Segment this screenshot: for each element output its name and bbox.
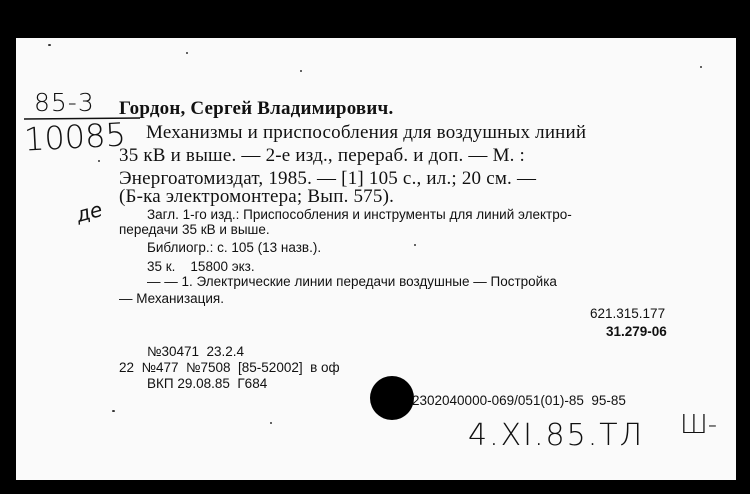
subject-line-2: — Механизация. <box>119 291 224 306</box>
copies: 35 к. 15800 экз. <box>147 259 255 274</box>
bbk-code: 31.279-06 <box>606 324 667 339</box>
bibliography: Библиогр.: с. 105 (13 назв.). <box>147 240 322 255</box>
title-line-2: 35 кВ и выше. — 2-е изд., перераб. и доп. — М. : <box>119 145 526 166</box>
scan-speck <box>414 244 416 246</box>
scan-edge <box>736 400 750 494</box>
title-line-1: Механизмы и приспособления для воздушных линий <box>146 122 587 143</box>
title-line-3: Энергоатомиздат, 1985. — [1] 105 с., ил.; 20 см. — <box>119 168 537 189</box>
scan-speck <box>700 66 702 68</box>
footer-line-3: ВКП 29.08.85 Г684 <box>147 376 268 391</box>
footer-code: 2302040000-069/051(01)-85 95-85 <box>412 393 626 408</box>
shelf-mark-bottom: 10085 <box>23 115 127 159</box>
shelf-mark-top: 85-3 <box>34 88 95 117</box>
footer-line-2: 22 №477 №7508 [85-52002] в оф <box>119 360 340 375</box>
scan-speck <box>98 160 100 162</box>
margin-note: де <box>73 197 105 227</box>
note-line-2: передачи 35 кВ и выше. <box>119 222 270 237</box>
subject-line-1: — — 1. Электрические линии передачи воздушные — Постройка <box>147 274 557 289</box>
scan-speck <box>186 52 188 54</box>
author-name: Гордон, Сергей Владимирович. <box>119 98 394 119</box>
date-note: 4.XI.85.ТЛ <box>468 418 645 453</box>
footer-line-1: №30471 23.2.4 <box>147 344 245 359</box>
udc-code: 621.315.177 <box>590 306 666 321</box>
ink-stamp-mark <box>370 376 414 420</box>
scan-speck <box>300 70 302 72</box>
note-line-1: Загл. 1-го изд.: Приспособления и инструменты для линий электро- <box>147 207 572 222</box>
scan-speck <box>48 44 51 46</box>
scan-speck <box>270 422 272 424</box>
scan-speck <box>112 410 115 412</box>
corner-note: Ш- <box>680 410 718 440</box>
title-line-4: (Б-ка электромонтера; Вып. 575). <box>119 186 395 207</box>
